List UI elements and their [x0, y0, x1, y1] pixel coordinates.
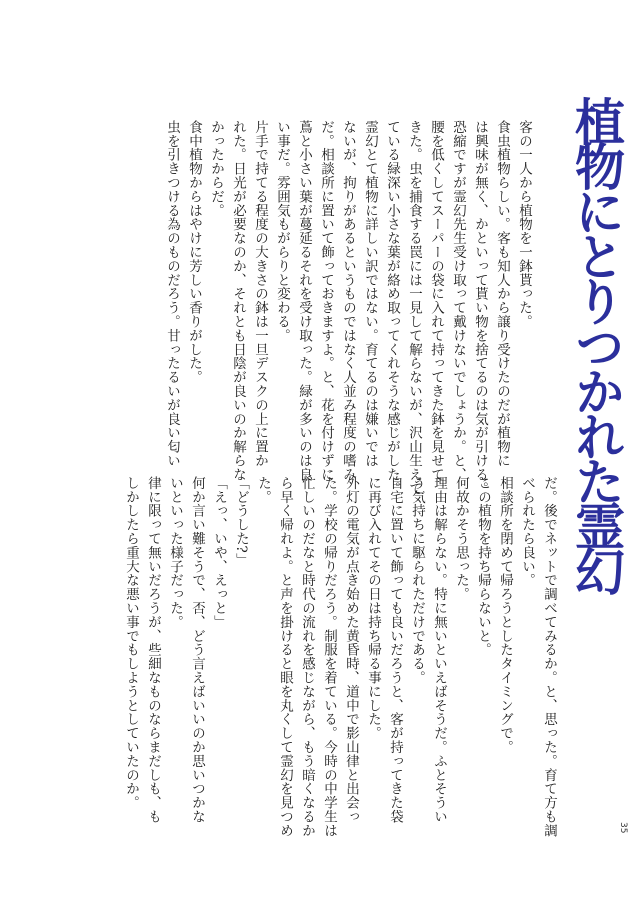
text-line: に再び入れてその日は持ち帰る事にした。 [365, 476, 381, 741]
text-line: 腰を低くしてスーパーの袋に入れて持ってきた鉢を見せて [428, 120, 444, 482]
body-text-top [140, 120, 535, 496]
text-line: べられたら良い。 [519, 476, 535, 588]
text-line: 客の一人から植物を一鉢貰った。 [516, 120, 532, 329]
text-line: きた。虫を捕食する罠には一見して解らないが、沢山生えて [406, 120, 422, 496]
text-line: 霊幻とて植物に詳しい訳ではない。育てるのは嫌いでは [362, 120, 378, 468]
text-line: 虫を引きつける為のものだろう。甘ったるいが良い匂い [164, 120, 180, 468]
text-line: は興味が無く、かといって貰い物を捨てるのは気が引ける。 [472, 120, 488, 496]
text-line: いといった様子だった。 [167, 476, 183, 629]
text-line: だ。後でネットで調べてみるか。と、思った。育て方も調 [541, 476, 557, 838]
text-line: 律に限って無いだろうが、些細なものならまだしも、も [145, 476, 161, 824]
text-line: かったからだ。 [208, 120, 224, 218]
text-line: 何故かそう思った。 [453, 476, 469, 602]
text-line: だ。相談所に置いて飾っておきますよ。と、花を付けずに [318, 120, 334, 482]
text-line: 食虫植物らしい。客も知人から譲り受けたのだが植物に [494, 120, 510, 468]
text-line: ている緑深い小さな葉が絡め取ってくれそうな感じがした。 [384, 120, 400, 496]
text-line: ら早く帰れよ。と声を掛けると眼を丸くして霊幻を見つめ [277, 476, 293, 838]
text-line: 「えっ、いや、えっと」 [211, 476, 227, 629]
text-line: た。学校の帰りだろう。制服を着ている。今時の中学生は [321, 476, 337, 838]
text-line: 蔦と小さい葉が蔓延るそれを受け取った。緑が多いのは良 [296, 120, 312, 482]
text-line: た。 [255, 476, 271, 504]
text-line: い事だ。雰囲気もがらりと変わる。 [274, 120, 290, 343]
text-line: しかしたら重大な悪い事でもしようとしていたのか。 [123, 476, 139, 810]
text-line: 自宅に置いて飾っても良いだろうと、客が持ってきた袋 [387, 476, 403, 824]
text-line: 食中植物からはやけに芳しい香りがした。 [186, 120, 202, 385]
text-line: れた。日光が必要なのか、それとも日陰が良いのか解らな [230, 120, 246, 482]
text-line: う気持ちに駆られただけである。 [409, 476, 425, 685]
text-line: 理由は解らない。特に無いといえばそうだ。ふとそうい [431, 476, 447, 824]
text-line: 「どうした?」 [233, 476, 249, 568]
text-line: 外灯の電気が点き始めた黄昏時、道中で影山律と出会っ [343, 476, 359, 824]
body-text-bottom [123, 476, 560, 838]
text-line: 何か言い難そうで、否、どう言えばいいのか思いつかな [189, 476, 205, 824]
text-line: この植物を持ち帰らないと。 [475, 476, 491, 657]
page-number: 35 [618, 822, 628, 834]
text-line: 片手で持てる程度の大きさの鉢は一旦デスクの上に置か [252, 120, 268, 468]
text-line: ないが、拘りがあるというものではなく人並み程度の嗜み [340, 120, 356, 482]
text-line: 恐縮ですが霊幻先生受け取って戴けないでしょうか。と、 [450, 120, 466, 482]
chapter-title: 植物にとりつかれた霊幻 [567, 96, 625, 591]
text-line: 相談所を閉めて帰ろうとしたタイミングで。 [497, 476, 513, 754]
text-line: 忙しいのだなと時代の流れを感じながら、もう暗くなるか [299, 476, 315, 838]
